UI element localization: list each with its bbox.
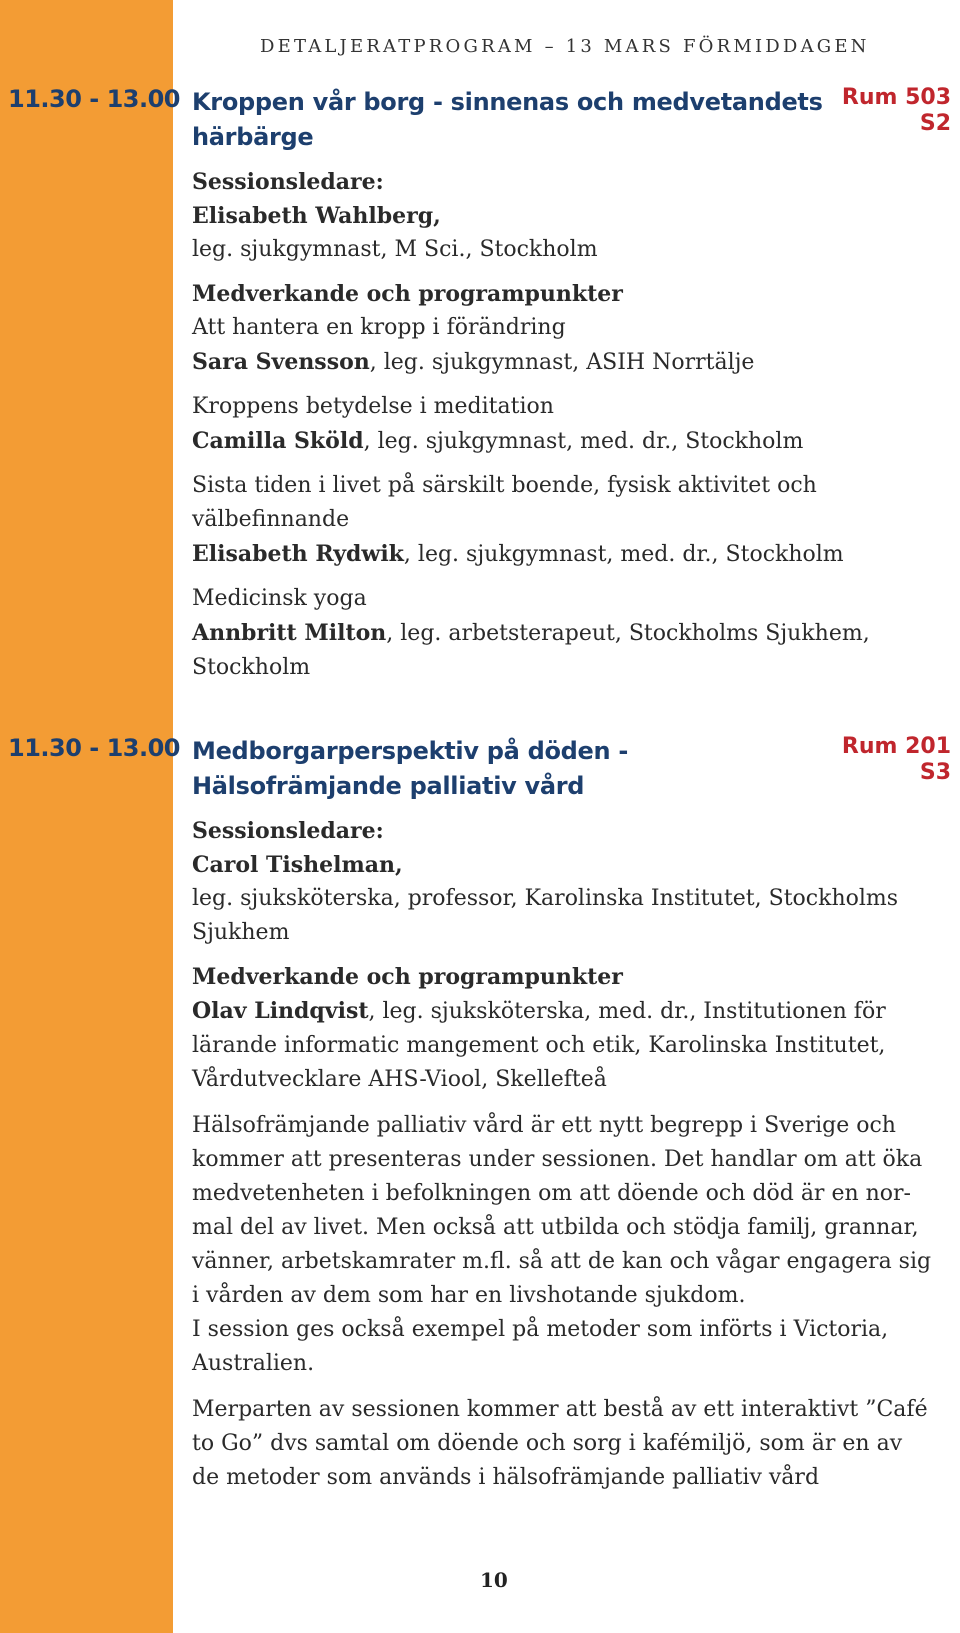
contributors-label: Medverkande och programpunkter: [192, 281, 623, 307]
speaker-detail: , leg. sjukgymnast, ASIH Norrtälje: [369, 350, 755, 375]
leader-title: leg. sjuksköterska, professor, Karolinska Institutet, Stockholms: [192, 886, 899, 911]
session-title-line: Medborgarperspektiv på döden -: [192, 737, 629, 765]
speaker-detail-cont: Vårdutvecklare AHS-Viool, Skellefteå: [192, 1067, 607, 1092]
leader-title: leg. sjukgymnast, M Sci., Stockholm: [192, 237, 598, 262]
description-line: I session ges också exempel på metoder som införts i Victoria,: [192, 1317, 889, 1342]
speaker-name: Olav Lindqvist: [192, 998, 369, 1024]
description-line: kommer att presenteras under sessionen. Det handlar om att öka: [192, 1147, 923, 1172]
speaker-name: Annbritt Milton: [192, 620, 387, 646]
session-body: [192, 85, 922, 685]
speaker-name: Sara Svensson: [192, 349, 370, 375]
page-number: 10: [480, 1568, 508, 1592]
speaker-detail-cont: lärande informatic mangement och etik, Karolinska Institutet,: [192, 1033, 886, 1058]
speaker-detail-cont: Stockholm: [192, 655, 311, 680]
description-line: Merparten av sessionen kommer att bestå av ett interaktivt ”Café: [192, 1397, 928, 1422]
description-line: de metoder som används i hälsofrämjande palliativ vård: [192, 1465, 820, 1490]
description-line: vänner, arbetskamrater m.fl. så att de kan och vågar engagera sig: [192, 1249, 932, 1274]
session-title: [192, 734, 832, 804]
program-topic: Kroppens betydelse i meditation: [192, 394, 554, 419]
session-time: 11.30 - 13.00: [8, 734, 180, 762]
program-speaker: [192, 424, 922, 459]
program-speaker: [192, 537, 922, 572]
speaker-name: Camilla Sköld: [192, 428, 364, 454]
session-code: S2: [919, 111, 951, 136]
description-line: mal del av livet. Men också att utbilda och stödja familj, grannar,: [192, 1215, 919, 1240]
speaker-detail: , leg. sjukgymnast, med. dr., Stockholm: [403, 542, 844, 567]
session-title: Kroppen vår borg - sinnenas och medvetandets härbärge: [192, 88, 823, 151]
leader-label: Sessionsledare:: [192, 818, 384, 844]
program-speaker: [192, 345, 922, 380]
page-header: DETALJERATPROGRAM – 13 MARS FÖRMIDDAGEN: [260, 36, 870, 57]
session-title-line: Hälsofrämjande palliativ vård: [192, 772, 585, 800]
room-number: Rum 503: [841, 85, 951, 110]
program-topic: Medicinsk yoga: [192, 586, 367, 611]
leader-title-cont: Sjukhem: [192, 920, 290, 945]
description-line: Hälsofrämjande palliativ vård är ett nytt begrepp i Sverige och: [192, 1113, 896, 1138]
cafe-description: [192, 1393, 932, 1495]
program-speaker: [192, 616, 922, 651]
orange-sidebar: [0, 0, 173, 1633]
leader-label: Sessionsledare:: [192, 169, 384, 195]
room-number: Rum 201: [841, 734, 951, 759]
program-topic-cont: välbefinnande: [192, 507, 350, 532]
description-line: i vården av dem som har en livshotande sjukdom.: [192, 1283, 746, 1308]
session-description: [192, 1109, 932, 1381]
session-code: S3: [919, 760, 951, 785]
contributors-label: Medverkande och programpunkter: [192, 964, 623, 990]
program-topic: Att hantera en kropp i förändring: [192, 315, 566, 340]
session-body: [192, 734, 932, 1495]
leader-name: Carol Tishelman,: [192, 852, 403, 878]
leader-name: Elisabeth Wahlberg,: [192, 203, 441, 229]
description-line: Australien.: [192, 1351, 315, 1376]
description-line: medvetenheten i befolkningen om att döende och död är en nor-: [192, 1181, 911, 1206]
program-speaker: [192, 994, 922, 1029]
session-time: 11.30 - 13.00: [8, 85, 180, 113]
program-topic: Sista tiden i livet på särskilt boende, fysisk aktivitet och: [192, 473, 817, 498]
speaker-detail: , leg. sjuksköterska, med. dr., Institutionen för: [368, 999, 886, 1024]
speaker-name: Elisabeth Rydwik: [192, 541, 404, 567]
speaker-detail: , leg. sjukgymnast, med. dr., Stockholm: [363, 429, 804, 454]
speaker-detail: , leg. arbetsterapeut, Stockholms Sjukhem,: [386, 621, 870, 646]
description-line: to Go” dvs samtal om döende och sorg i kafémiljö, som är en av: [192, 1431, 903, 1456]
